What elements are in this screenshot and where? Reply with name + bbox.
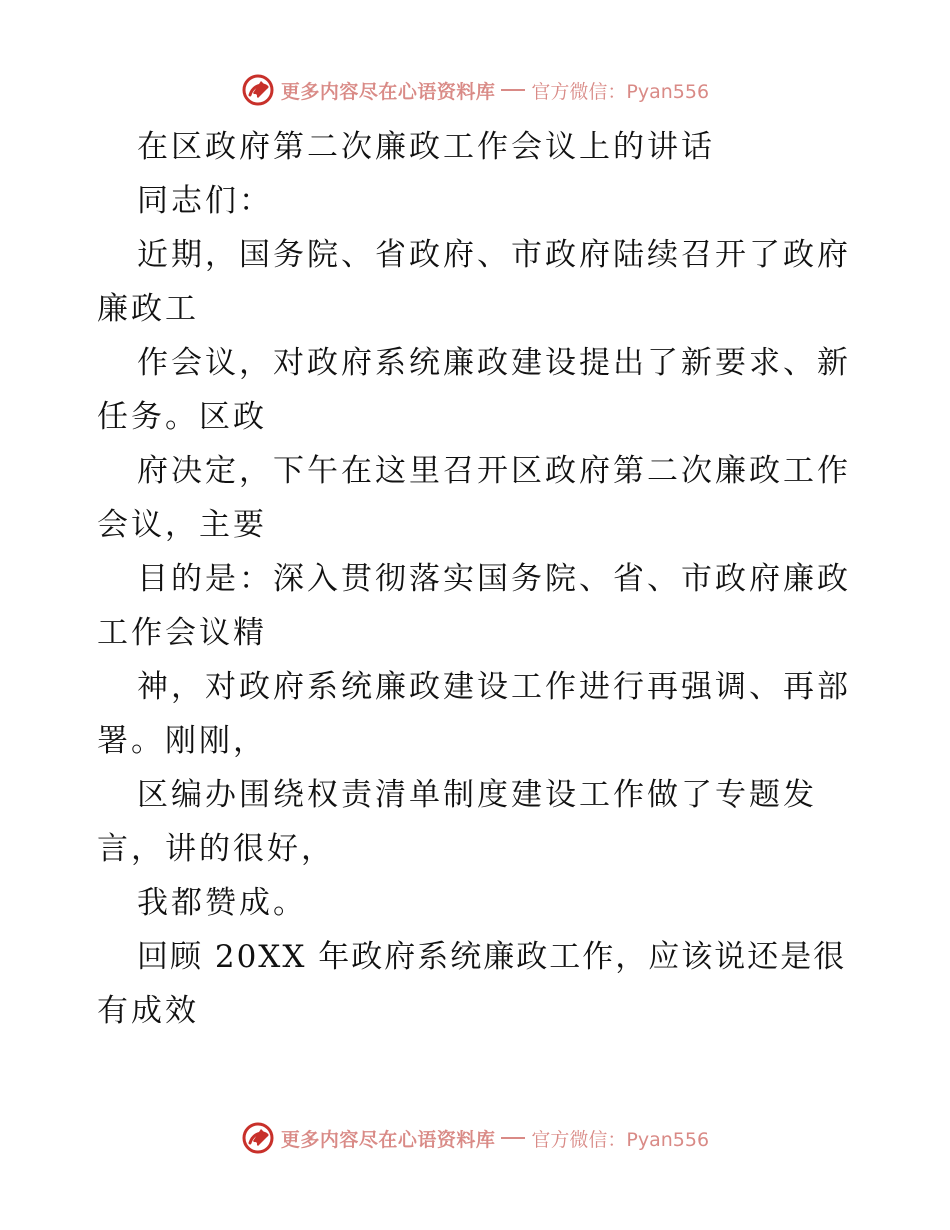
paragraph-line: 神，对政府系统廉政建设工作进行再强调、再部 bbox=[137, 669, 851, 705]
paragraph-line: 区编办围绕权责清单制度建设工作做了专题发 bbox=[137, 777, 817, 813]
paragraph-line: 我都赞成。 bbox=[137, 885, 307, 921]
paragraph-line: 有成效 bbox=[97, 993, 199, 1029]
brand-logo-icon bbox=[241, 73, 275, 107]
paragraph-line: 署。刚刚， bbox=[97, 723, 267, 759]
document-title: 在区政府第二次廉政工作会议上的讲话 bbox=[137, 129, 715, 165]
paragraph-line: 近期，国务院、省政府、市政府陆续召开了政府 bbox=[137, 237, 851, 273]
salutation: 同志们： bbox=[137, 183, 273, 219]
watermark-brand-text: 更多内容尽在心语资料库 bbox=[280, 80, 496, 103]
paragraph-line: 言，讲的很好， bbox=[97, 831, 335, 867]
paragraph-line: 工作会议精 bbox=[97, 615, 267, 651]
watermark-dash bbox=[501, 1137, 525, 1139]
paragraph-line: 作会议，对政府系统廉政建设提出了新要求、新 bbox=[137, 345, 851, 381]
document-body bbox=[97, 120, 857, 1038]
paragraph-line: 会议，主要 bbox=[97, 507, 267, 543]
watermark-brand-text: 更多内容尽在心语资料库 bbox=[280, 1128, 496, 1151]
paragraph-line: 目的是：深入贯彻落实国务院、省、市政府廉政 bbox=[137, 561, 851, 597]
watermark-wechat-text: 官方微信：Pyan556 bbox=[531, 80, 710, 103]
footer-watermark bbox=[0, 1118, 950, 1158]
paragraph-line: 廉政工 bbox=[97, 291, 199, 327]
paragraph-line: 回顾 20XX 年政府系统廉政工作，应该说还是很 bbox=[137, 939, 847, 975]
paragraph-line: 任务。区政 bbox=[97, 399, 267, 435]
brand-logo-icon bbox=[241, 1121, 275, 1155]
watermark-wechat-text: 官方微信：Pyan556 bbox=[531, 1128, 710, 1151]
header-watermark bbox=[0, 70, 950, 110]
paragraph-line: 府决定，下午在这里召开区政府第二次廉政工作 bbox=[137, 453, 851, 489]
watermark-dash bbox=[501, 89, 525, 91]
